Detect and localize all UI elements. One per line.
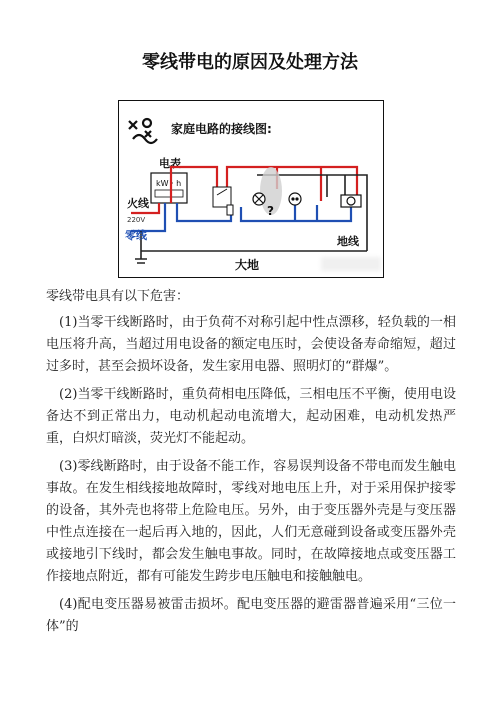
question-mark: ? <box>267 204 274 218</box>
wiring-diagram-svg <box>119 101 383 277</box>
hazard-item-2: (2)当零干线断路时，重负荷相电压降低，三相电压不平衡，使用电设备达不到正常出力，电动机起动电流增大，起动困难，电动机发热严重，白炽灯暗淡，荧光灯不能起动。 <box>46 387 456 446</box>
hazard-item-1: (1)当零干线断路时，由于负荷不对称引起中性点漂移，轻负载的一相电压将升高，当超过用电设备的额定电压时，会使设备寿命缩短，超过过多时，甚至会损坏设备，发生家用电器、照明灯的“群爆”。 <box>46 315 456 374</box>
lamp-icon <box>253 193 265 205</box>
neutral-label: 零线 <box>125 229 147 242</box>
article-body <box>46 286 456 644</box>
meter-unit: kW · h <box>156 179 182 188</box>
hazard-item-3: (3)零线断路时，由于设备不能工作，容易误判设备不带电而发生触电事故。在发生相线接地故障时，零线对地电压上升，对于采用保护接零的设备，其外壳也将带上危险电压。另外，由于变压器外壳是与变压器中性点连接在一起后再入地的，因此，人们无意碰到设备或变压器外壳或接地引下线时，都会发生触电事故。同时，在故障接地点或变压器工作接地点附近，都有可能发生跨步电压触电和接触触电。 <box>46 459 456 584</box>
hazard-item-4: (4)配电变压器易被雷击损坏。配电变压器的避雷器普遍采用“三位一体”的 <box>46 597 456 634</box>
meter-icon <box>151 173 187 203</box>
neutral-wire <box>131 203 351 231</box>
ground-wire-label: 地线 <box>337 235 359 248</box>
diagram-heading: 家庭电路的接线图: <box>171 122 272 136</box>
socket-icon <box>289 193 301 205</box>
main-switch-icon <box>213 187 231 207</box>
intro-text: 零线带电具有以下危害： <box>46 289 190 304</box>
three-pin-socket-icon <box>341 195 361 207</box>
fuse-icon <box>227 205 233 215</box>
wiring-diagram <box>118 100 384 278</box>
page-title: 零线带电的原因及处理方法 <box>142 52 358 73</box>
earth-label: 大地 <box>235 258 260 272</box>
logo-icon <box>129 119 157 143</box>
live-label: 火线 <box>127 197 149 210</box>
voltage-label: 220V <box>127 216 146 224</box>
watermark <box>321 257 381 271</box>
meter-label: 电表 <box>159 157 181 170</box>
